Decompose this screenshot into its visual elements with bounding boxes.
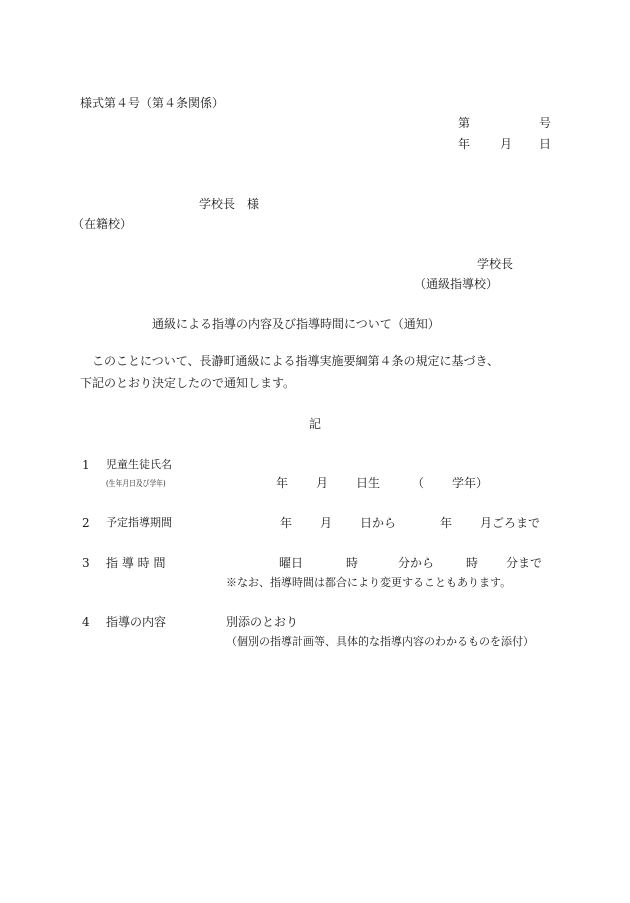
item4-note: （個別の指導計画等、具体的な指導内容のわかるものを添付） [226,635,534,648]
document-number-suffix: 号 [539,116,552,130]
item3-hour1: 時 [346,556,359,570]
item3-min-until: 分まで [506,556,543,570]
document-title: 通級による指導の内容及び指導時間について（通知） [152,317,440,331]
item2-month1: 月 [320,516,333,530]
date-day: 日 [539,137,552,151]
form-number: 様式第４号（第４条関係） [80,96,225,110]
item1-grade-open: （ [412,476,425,490]
date-month: 月 [500,137,513,151]
item1-grade: 学年） [452,476,489,490]
item2-label: 予定指導期間 [106,516,172,529]
item2-day-from: 日から [360,516,397,530]
item2-month-until: 月ごろまで [480,516,541,530]
item1-number: 1 [82,458,90,472]
addressee-school-type: （在籍校） [72,217,133,231]
item3-min-from: 分から [398,556,435,570]
item4-label: 指導の内容 [106,615,167,629]
item3-hour2: 時 [466,556,479,570]
item2-year1: 年 [280,516,293,530]
sender-school-type: （通級指導校） [414,277,499,291]
item2-number: 2 [82,516,90,530]
document-number-prefix: 第 [458,116,471,130]
item3-note: ※なお、指導時間は都合により変更することもあります。 [226,576,512,589]
item1-month: 月 [316,476,329,490]
item2-year2: 年 [440,516,453,530]
item1-year: 年 [276,476,289,490]
item1-day: 日生 [356,476,381,490]
item3-weekday: 曜日 [279,556,304,570]
ki-heading: 記 [309,417,322,431]
body-line-1: このことについて、長瀞町通級による指導実施要綱第４条の規定に基づき、 [92,354,500,368]
item4-number: 4 [82,615,90,629]
item3-number: 3 [82,556,90,570]
item1-label: 児童生徒氏名 [106,458,172,471]
sender-title: 学校長 [477,257,514,271]
addressee-title: 学校長 様 [199,197,260,211]
body-line-2: 下記のとおり決定したので通知します。 [80,376,296,390]
item4-value: 別添のとおり [226,615,299,629]
date-year: 年 [458,137,471,151]
item1-sublabel: (生年月日及び学年) [106,479,166,488]
item3-label: 指 導 時 間 [106,556,166,570]
